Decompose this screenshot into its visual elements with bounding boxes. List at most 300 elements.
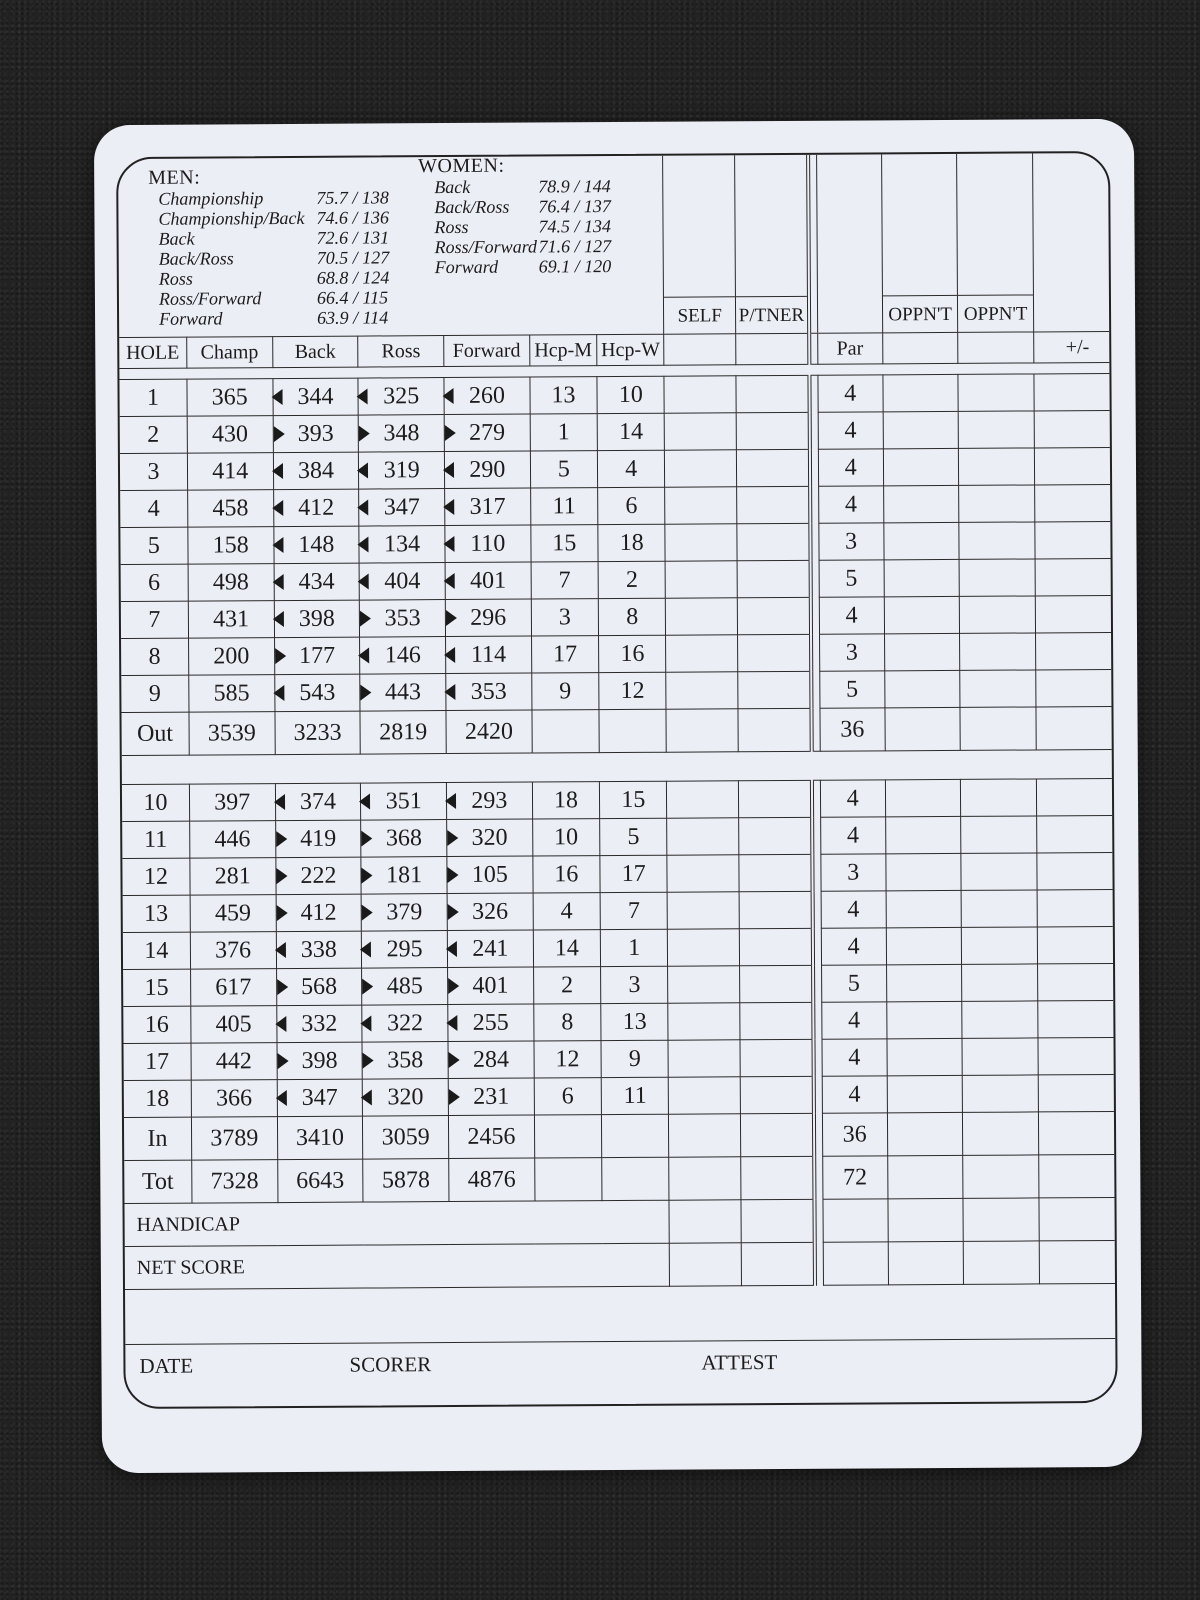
scorecard [94,119,1142,1473]
champ-yardage-text: 158 [212,532,249,559]
champ-yardage-text: 397 [214,789,251,816]
self-score-cell[interactable] [667,855,739,892]
partner-score-cell[interactable] [737,523,811,560]
hole-number-text: 3 [147,458,160,485]
ross-yardage-text: 347 [383,494,420,521]
champ-yardage [188,564,274,602]
hcp-m-value-text: 4 [560,898,573,925]
champ-yardage-text: 366 [215,1085,253,1112]
partner-score-cell[interactable] [736,412,810,449]
ross-yardage-text: 134 [384,531,421,558]
ross-yardage-text: 358 [387,1047,424,1074]
par-value-text: 4 [844,417,857,444]
hcp-m-value [534,1078,602,1115]
champ-yardage-text: 3539 [207,720,256,747]
champ-yardage [191,1043,277,1081]
champ-yardage-text: 7328 [210,1168,259,1195]
women-tee-rating: 76.4 / 137 [538,196,611,217]
par-net-score-label-cell [823,1242,889,1285]
plusminus-cell[interactable] [1036,778,1112,815]
men-tee-rating: 68.8 / 124 [316,267,390,288]
partner-handicap-label-cell[interactable] [741,1199,815,1242]
self-score-cell[interactable] [665,524,737,561]
men-tee-name: Back/Ross [158,248,234,269]
opponent-2-score-cell[interactable] [961,779,1037,816]
back-yardage-text: 393 [297,420,334,447]
ross-yardage-text: 325 [383,383,420,410]
partner-score-cell[interactable] [739,891,813,928]
ross-yardage [361,820,447,858]
spacer [813,965,821,1002]
women-tee-name: Forward [434,256,499,278]
opponent-1-score-cell[interactable] [886,853,962,890]
self-score-cell[interactable] [668,929,740,966]
plusminus-net-score-label-cell[interactable] [1039,1240,1115,1283]
opponent-2-header-cell [958,332,1034,363]
opponent-2-score-cell[interactable] [962,964,1038,1001]
hcp-m-value-text: 2 [560,972,574,999]
opponent-1-score-cell[interactable] [888,1155,964,1198]
spacer [812,891,820,928]
hole-number-text: 11 [144,826,168,853]
plusminus-cell[interactable] [1034,373,1110,410]
spacer [810,486,818,523]
forward-yardage [444,451,530,489]
opponent-1-score-cell[interactable] [884,522,960,559]
opponent-1-score-cell[interactable] [883,411,959,448]
triangle-right-icon [447,867,458,883]
self-score-cell[interactable] [668,892,740,929]
opponent-1-score-cell[interactable] [887,1001,963,1038]
opponent-1-score-cell[interactable] [883,485,959,522]
plusminus-cell[interactable] [1037,926,1113,963]
opponent-1-score-cell[interactable] [886,964,962,1001]
ross-yardage-text: 320 [387,1084,424,1111]
opponent-1-label: OPPN'T [883,295,958,332]
triangle-right-icon [277,1053,288,1069]
self-score-cell[interactable] [666,635,738,672]
total-label [124,1160,192,1203]
forward-yardage-text: 2420 [464,718,514,745]
plusminus-cell[interactable] [1037,963,1113,1000]
par-value [822,1156,888,1199]
opponent-2-score-cell[interactable] [958,374,1034,411]
hcp-w-value [597,376,665,413]
partner-score-cell[interactable] [737,597,811,634]
champ-yardage [189,675,275,713]
ross-yardage-text: 146 [384,642,421,669]
partner-net-score-label-cell[interactable] [741,1242,815,1285]
men-tee-name: Ross [158,268,193,289]
forward-header-text: Forward [452,339,521,363]
opponent-1-score-cell[interactable] [885,670,961,707]
hcp-m-value [533,856,601,893]
back-header [272,336,358,368]
ross-yardage [361,857,447,895]
partner-score-cell[interactable] [736,449,810,486]
hole-number [121,675,189,712]
men-tee-name: Championship/Back [158,207,305,229]
forward-yardage [445,562,531,600]
triangle-left-icon [445,793,456,809]
back-yardage [275,857,361,895]
self-label: SELF [664,296,735,333]
partner-score-cell[interactable] [738,780,812,817]
hcp-w-value [601,1077,669,1114]
plusminus-cell[interactable] [1036,669,1112,706]
forward-yardage [446,636,532,674]
plusminus-cell[interactable] [1035,632,1111,669]
forward-yardage [447,930,533,968]
triangle-left-icon [357,500,368,516]
ross-yardage-text: 3059 [381,1124,430,1151]
forward-yardage-text: 293 [471,787,508,814]
total-label-text: Tot [141,1168,174,1195]
self-score-cell[interactable] [666,672,738,709]
opponent-1-score-cell[interactable] [885,816,961,853]
plusminus-handicap-label-cell[interactable] [1039,1197,1115,1240]
self-score-cell[interactable] [665,450,737,487]
triangle-left-icon [446,941,457,957]
triangle-left-icon [275,1016,286,1032]
triangle-right-icon [361,831,372,847]
plusminus-cell[interactable] [1038,1074,1114,1111]
opponent-2-score-cell[interactable] [960,633,1036,670]
plusminus-cell[interactable] [1038,1037,1114,1074]
ross-header-text: Ross [381,340,421,363]
plusminus-cell[interactable] [1038,1000,1114,1037]
opponent-2-score-cell[interactable] [961,853,1037,890]
hcp-w-value-text: 18 [619,529,644,556]
opponent-2-score-cell[interactable] [963,1155,1039,1198]
triangle-right-icon [448,904,459,920]
hcp-w-value [599,635,667,672]
plusminus-cell[interactable] [1037,852,1113,889]
opponent-2-handicap-label-cell[interactable] [963,1198,1039,1241]
hcp-w-value [601,966,669,1003]
back-yardage-text: 419 [300,825,337,852]
spacer [809,333,817,364]
plusminus-cell[interactable] [1036,706,1112,749]
ross-yardage [360,711,446,755]
opponent-1-score-cell[interactable] [887,1112,963,1155]
self-score-cell[interactable] [668,1003,740,1040]
opponent-2-score-cell[interactable] [959,522,1035,559]
spacer [810,449,818,486]
hcp-w-value [600,855,668,892]
opponent-2-score-cell[interactable] [960,596,1036,633]
self-score-cell[interactable] [668,966,740,1003]
partner-score-cell[interactable] [738,708,812,751]
partner-score-cell[interactable] [739,928,813,965]
forward-yardage-text: 290 [469,456,506,483]
opponent-1-net-score-label-cell[interactable] [888,1241,964,1284]
self-score-cell[interactable] [667,818,739,855]
opponent-1-score-cell[interactable] [883,448,959,485]
opponent-2-score-cell[interactable] [963,1112,1039,1155]
triangle-left-icon [359,794,370,810]
back-yardage-text: 398 [301,1047,338,1074]
opponent-2-score-cell[interactable] [963,1075,1039,1112]
hcp-w-value [602,1157,670,1200]
men-tee-rating: 63.9 / 114 [317,307,389,328]
self-score-cell[interactable] [666,598,738,635]
self-score-cell[interactable] [669,1114,741,1157]
opponent-1-score-cell[interactable] [884,559,960,596]
champ-header [187,337,273,369]
back-yardage [275,783,361,821]
triangle-right-icon [276,905,287,921]
self-net-score-label-cell[interactable] [670,1243,742,1286]
hcp-w-value-text: 6 [625,492,638,519]
self-score-cell[interactable] [665,413,737,450]
opponent-2-score-cell[interactable] [960,670,1036,707]
opponent-2-score-cell[interactable] [959,485,1035,522]
hcp-w-value-text: 10 [618,381,643,408]
opponent-2-score-cell[interactable] [962,1038,1038,1075]
par-value-text: 4 [844,380,857,407]
self-score-cell[interactable] [666,709,738,752]
par-value-text: 5 [845,676,859,703]
partner-score-cell[interactable] [740,1039,814,1076]
hcp-w-value [601,1040,669,1077]
plusminus-cell[interactable] [1035,558,1111,595]
spacer [811,634,819,671]
plusminus-header [1034,331,1110,362]
forward-yardage-text: 279 [469,419,506,446]
hcp-w-value-text: 9 [628,1045,641,1072]
hcp-m-value [534,1115,602,1158]
ross-yardage-text: 322 [386,1010,424,1037]
champ-yardage [190,858,276,896]
triangle-right-icon [445,425,456,441]
partner-score-cell[interactable] [736,375,810,412]
plusminus-cell[interactable] [1039,1154,1115,1197]
partner-score-cell[interactable] [737,560,811,597]
hcp-m-value [532,782,600,819]
self-score-cell[interactable] [664,376,736,413]
triangle-right-icon [449,1052,460,1068]
hole-number [120,490,188,527]
back-yardage-text: 412 [298,494,335,521]
self-handicap-label-cell[interactable] [669,1200,741,1243]
triangle-left-icon [443,388,454,404]
hcp-m-value-text: 15 [552,530,577,557]
ross-yardage-text: 443 [384,679,422,706]
opponent-1-score-cell[interactable] [884,596,960,633]
ross-yardage [361,894,447,932]
back-yardage [276,968,362,1006]
women-tee-name: Ross [434,216,469,238]
back-yardage [276,1005,362,1043]
opponent-2-score-cell[interactable] [959,448,1035,485]
forward-yardage-text: 231 [473,1083,510,1110]
forward-yardage-text: 284 [472,1046,510,1073]
plusminus-cell[interactable] [1035,595,1111,632]
opponent-1-score-cell[interactable] [886,927,962,964]
forward-yardage [447,893,533,931]
par-header [817,333,883,364]
plusminus-column-header [1032,153,1109,332]
hcp-m-value-text: 12 [555,1046,580,1073]
spacer [813,1002,821,1039]
par-value-text: 4 [846,822,860,849]
triangle-left-icon [358,574,369,590]
opponent-2-score-cell[interactable] [961,890,1037,927]
self-score-cell[interactable] [669,1157,741,1200]
forward-yardage [446,673,532,711]
ross-yardage [358,378,444,416]
hcp-m-value-text: 1 [557,419,570,446]
hcp-m-value-text: 9 [559,678,572,705]
champ-yardage [187,453,273,491]
spacer [810,560,818,597]
hole-number [123,932,191,969]
self-score-cell[interactable] [668,1040,740,1077]
champ-yardage-text: 431 [213,606,250,633]
partner-score-cell[interactable] [738,671,812,708]
ross-yardage-text: 404 [384,568,421,595]
opponent-1-score-cell[interactable] [885,707,961,750]
hole-number-text: 2 [147,421,160,448]
plusminus-cell[interactable] [1034,484,1110,521]
hcp-m-value [530,414,598,451]
back-yardage [276,894,362,932]
triangle-left-icon [443,462,454,478]
forward-yardage [444,377,530,415]
hcp-w-value [598,598,666,635]
plusminus-cell[interactable] [1035,521,1111,558]
spacer [814,1156,822,1199]
net-score-label-text: NET SCORE [136,1256,245,1279]
back-yardage [275,711,361,755]
opponent-1-score-cell[interactable] [886,890,962,927]
par-value-text: 4 [846,785,859,812]
ross-yardage-text: 353 [384,605,421,632]
partner-score-cell[interactable] [739,854,813,891]
opponent-1-score-cell[interactable] [885,779,961,816]
hcp-m-value [531,562,599,599]
hcp-m-value [530,451,598,488]
opponent-2-score-cell[interactable] [962,1001,1038,1038]
plusminus-cell[interactable] [1037,815,1113,852]
opponent-1-score-cell[interactable] [887,1038,963,1075]
hole-number-text: 10 [143,789,168,816]
self-score-cell[interactable] [667,781,739,818]
forward-yardage [448,1041,534,1079]
hole-number-text: 13 [144,900,169,927]
plusminus-cell[interactable] [1037,889,1113,926]
plusminus-cell[interactable] [1034,410,1110,447]
opponent-2-score-cell[interactable] [960,707,1036,750]
forward-yardage [445,488,531,526]
triangle-right-icon [276,868,287,884]
ross-yardage-text: 2819 [379,719,428,746]
opponent-1-score-cell[interactable] [887,1075,963,1112]
ross-yardage-text: 351 [385,788,422,815]
champ-yardage [189,712,275,756]
hcp-m-value-text: 17 [552,641,578,668]
triangle-left-icon [446,1015,457,1031]
par-value-text: 3 [847,859,860,886]
back-yardage [277,1042,363,1080]
hcp-w-value-text: 16 [620,640,645,667]
hole-number [121,564,189,601]
triangle-left-icon [272,537,283,553]
back-yardage-text: 344 [297,383,334,410]
hcp-m-value [531,525,599,562]
partner-score-cell[interactable] [737,634,811,671]
self-score-cell[interactable] [665,487,737,524]
opponent-1-score-cell[interactable] [884,633,960,670]
forward-yardage-text: 241 [472,935,509,962]
hcp-m-value [532,710,600,753]
forward-yardage-text: 326 [471,898,509,925]
forward-yardage [446,782,532,820]
partner-score-cell[interactable] [739,965,813,1002]
triangle-left-icon [357,389,368,405]
triangle-left-icon [273,685,284,701]
forward-yardage-text: 401 [472,972,509,999]
triangle-right-icon [362,904,373,920]
ross-yardage-text: 295 [386,936,423,963]
par-value-text: 4 [844,454,857,481]
ross-yardage [363,1079,449,1117]
men-tee-rating: 66.4 / 115 [316,287,389,308]
self-score-cell[interactable] [669,1077,741,1114]
partner-score-cell[interactable] [740,1076,814,1113]
partner-score-cell[interactable] [741,1156,815,1199]
triangle-left-icon [361,1090,372,1106]
plusminus-cell[interactable] [1038,1111,1114,1154]
par-value [818,412,884,449]
forward-yardage-text: 110 [470,530,506,557]
opponent-1-score-cell[interactable] [883,374,959,411]
hcp-m-value-text: 3 [558,604,571,631]
partner-score-cell[interactable] [740,1113,814,1156]
opponent-2-score-cell[interactable] [961,816,1037,853]
hcp-w-value [602,1114,670,1157]
partner-score-cell[interactable] [740,1002,814,1039]
opponent-2-label: OPPN'T [958,294,1033,331]
hole-number [120,527,188,564]
ross-yardage-text: 319 [383,457,420,484]
opponent-2-score-cell[interactable] [959,559,1035,596]
women-tee-name: Back/Ross [434,196,510,218]
triangle-right-icon [361,685,372,701]
opponent-2-net-score-label-cell[interactable] [964,1241,1040,1284]
champ-yardage [190,969,276,1007]
par-value-text: 5 [845,565,858,592]
hcp-w-value [598,487,666,524]
self-score-cell[interactable] [666,561,738,598]
opponent-1-handicap-label-cell[interactable] [888,1198,964,1241]
women-tee-rating: 74.5 / 134 [538,216,612,237]
triangle-left-icon [443,499,454,515]
hcp-w-value-text: 1 [628,934,641,961]
plusminus-cell[interactable] [1034,447,1110,484]
forward-yardage-text: 317 [469,493,506,520]
hcp-w-value-text: 13 [622,1008,647,1035]
champ-yardage [187,416,273,454]
partner-score-cell[interactable] [737,486,811,523]
opponent-2-score-cell[interactable] [959,411,1035,448]
hcp-m-value-text: 11 [552,493,576,520]
hcp-m-value-text: 13 [551,382,576,409]
partner-score-cell[interactable] [739,817,813,854]
total-label [124,1117,192,1160]
opponent-2-score-cell[interactable] [962,927,1038,964]
